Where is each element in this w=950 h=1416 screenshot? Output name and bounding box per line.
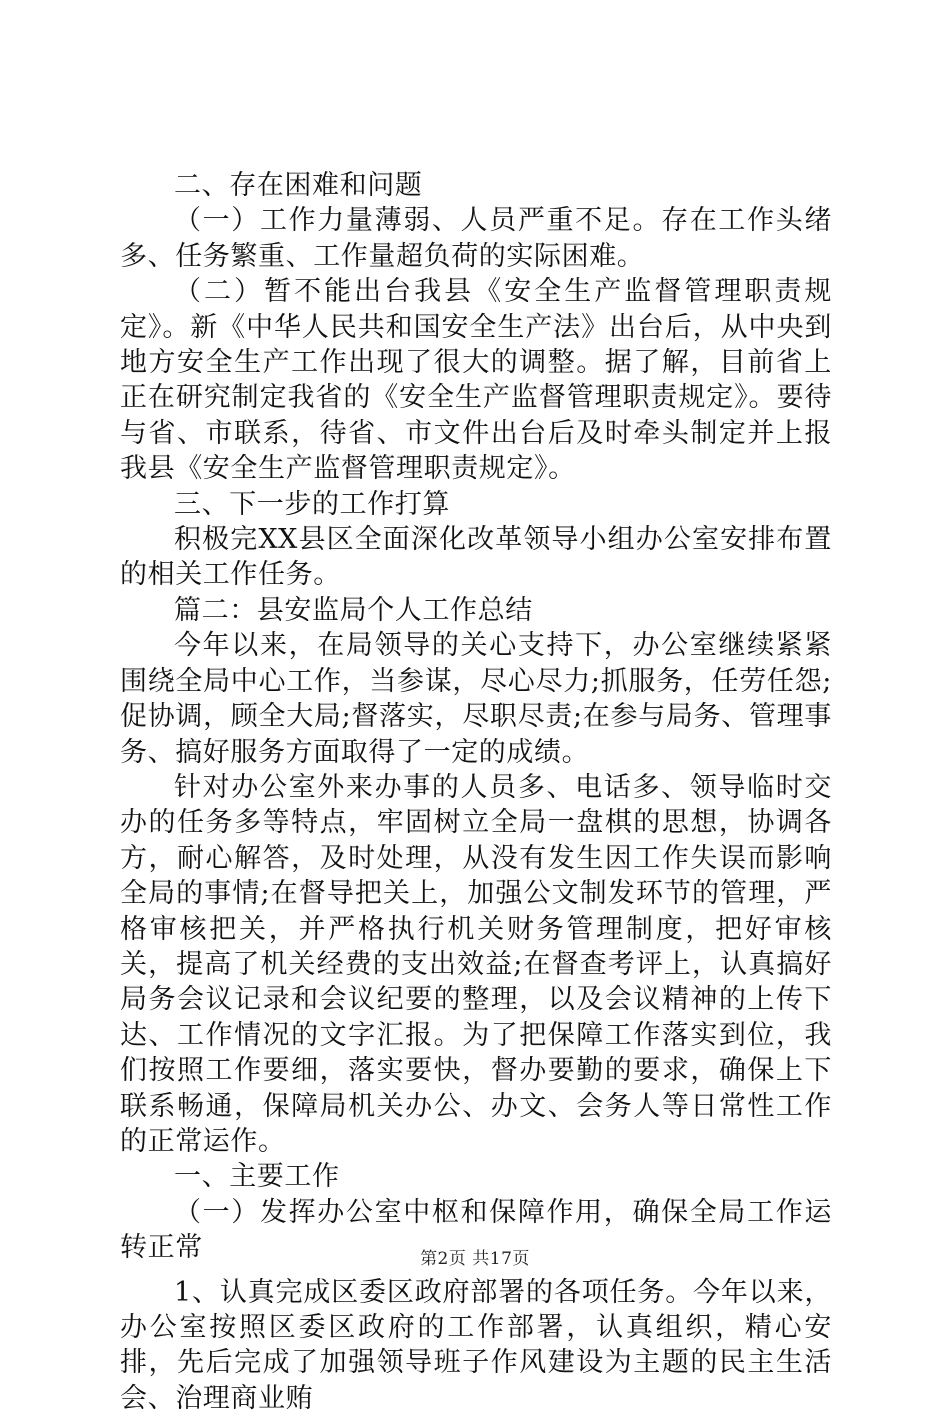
section-heading-main-work: 一、主要工作 xyxy=(174,1161,340,1193)
paragraph-office-work: 针对办公室外来办事的人员多、电话多、领导临时交办的任务多等特点，牢固树立全局一盘棋的思想，协调各方，耐心解答，及时处理，从没有发生因工作失误而影响全局的事情;在督导把关上，加强公文制发环节的管理，严格审核把关，并严格执行机关财务管理制度，把好审核关，提高了机关经费的支出效益;在督查考评上，认真搞好局务会议记录和会议纪要的整理，以及会议精神的上传下达、工作情况的文字汇报。为了把保障工作落实到位，我们按照工作要细，落实要快，督办要勤的要求，确保上下联系畅通，保障局机关办公、办文、会务人等日常性工作的正常运作。 xyxy=(120,771,832,1157)
section-heading-difficulties: 二、存在困难和问题 xyxy=(174,170,423,201)
paragraph-difficulty-2: （二）暂不能出台我县《安全生产监督管理职责规定》。新《中华人民共和国安全生产法》出台后，从中央到地方安全生产工作出现了很大的调整。据了解，目前省上正在研究制定我省的《安全生产监督管理职责规定》。要待与省、市联系，待省、市文件出台后及时牵头制定并上报我县《安全生产监督管理职责规定》。 xyxy=(120,276,832,485)
paragraph-intro: 今年以来，在局领导的关心支持下，办公室继续紧紧围绕全局中心工作，当参谋，尽心尽力;抓服务，任劳任怨;促协调，顾全大局;督落实，尽职尽责;在参与局务、管理事务、搞好服务方面取得了一定的成绩。 xyxy=(120,630,832,768)
paragraph-tasks-completed: 1、认真完成区委区政府部署的各项任务。今年以来，办公室按照区委区政府的工作部署，认真组织，精心安排，先后完成了加强领导班子作风建设为主题的民主生活会、治理商业贿 xyxy=(120,1276,832,1414)
paragraph-difficulty-1: （一）工作力量薄弱、人员严重不足。存在工作头绪多、任务繁重、工作量超负荷的实际困难。 xyxy=(120,205,832,272)
section-heading-next-steps: 三、下一步的工作打算 xyxy=(174,488,450,520)
subheading-office-role: （一）发挥办公室中枢和保障作用，确保全局工作运转正常 xyxy=(120,1196,832,1264)
article-title-part-two: 篇二：县安监局个人工作总结 xyxy=(174,594,533,626)
page-footer: 第2页 共17页 xyxy=(420,1249,530,1269)
paragraph-next-steps: 积极完XX县区全面深化改革领导小组办公室安排布置的相关工作任务。 xyxy=(120,524,832,591)
document-body xyxy=(120,168,832,1416)
